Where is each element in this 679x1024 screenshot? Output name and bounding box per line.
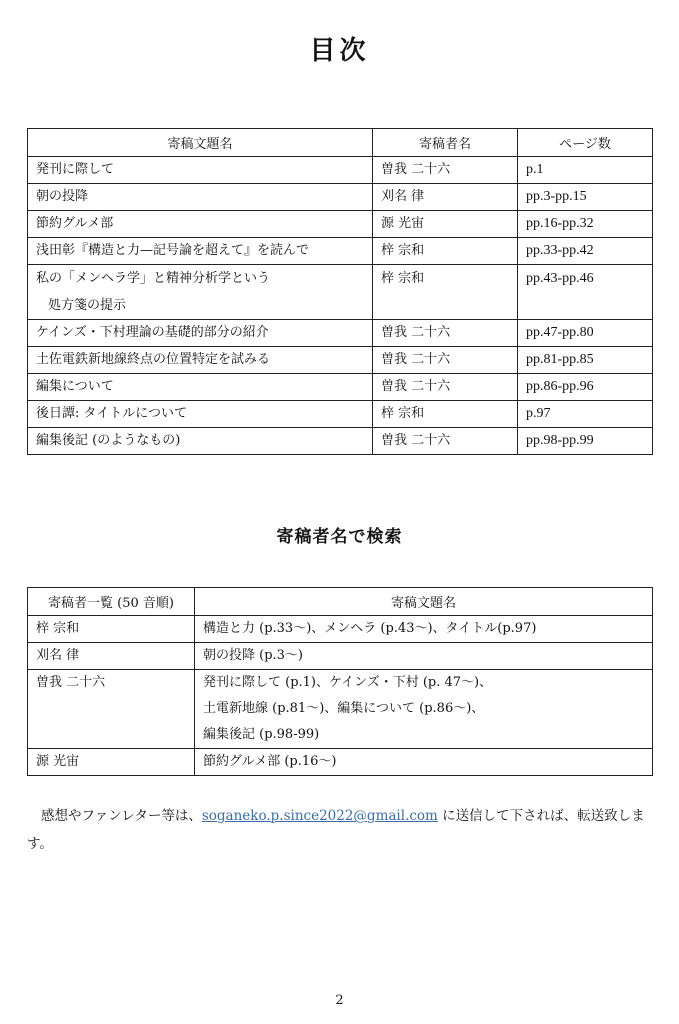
toc-title — [28, 265, 373, 320]
author-works — [195, 616, 653, 643]
toc-author: 曽我 二十六 — [373, 320, 518, 347]
author-name: 梓 宗和 — [28, 616, 195, 643]
table-row — [28, 320, 653, 347]
table-row — [28, 616, 653, 643]
table-row — [28, 265, 653, 320]
author-works-line: 土電新地線 (p.81～)、編集について (p.86～)、 — [203, 701, 485, 716]
email-link[interactable]: soganeko.p.since2022@gmail.com — [201, 808, 438, 824]
toc-pages: pp.43-pp.46 — [518, 265, 653, 320]
contact-note — [27, 802, 655, 858]
toc-title: 浅田彰『構造と力—記号論を超えて』を読んで — [28, 238, 373, 265]
author-works — [195, 670, 653, 749]
toc-pages: pp.98-pp.99 — [518, 428, 653, 455]
authors-header-works: 寄稿文題名 — [195, 588, 653, 616]
toc-title: 発刊に際して — [28, 157, 373, 184]
toc-table — [27, 128, 653, 455]
toc-pages: pp.86-pp.96 — [518, 374, 653, 401]
toc-header-pages: ページ数 — [518, 129, 653, 157]
author-works — [195, 749, 653, 776]
author-name: 曽我 二十六 — [28, 670, 195, 749]
table-row — [28, 211, 653, 238]
toc-pages: p.97 — [518, 401, 653, 428]
toc-pages: pp.47-pp.80 — [518, 320, 653, 347]
toc-author: 曽我 二十六 — [373, 374, 518, 401]
toc-pages: pp.81-pp.85 — [518, 347, 653, 374]
toc-title: 編集について — [28, 374, 373, 401]
toc-title-line1: 私の「メンヘラ学」と精神分析学という — [36, 271, 271, 286]
toc-author: 刈名 律 — [373, 184, 518, 211]
toc-author: 源 光宙 — [373, 211, 518, 238]
page-number: 2 — [335, 993, 344, 1008]
toc-title: 朝の投降 — [28, 184, 373, 211]
toc-author: 曽我 二十六 — [373, 347, 518, 374]
authors-table — [27, 587, 653, 776]
author-works-line: 発刊に際して (p.1)、ケインズ・下村 (p. 47～)、 — [203, 675, 493, 690]
toc-title: 編集後記 (のようなもの) — [28, 428, 373, 455]
toc-pages: p.1 — [518, 157, 653, 184]
toc-author: 曽我 二十六 — [373, 157, 518, 184]
toc-header-author: 寄稿者名 — [373, 129, 518, 157]
author-name: 源 光宙 — [28, 749, 195, 776]
toc-author: 梓 宗和 — [373, 238, 518, 265]
table-row — [28, 238, 653, 265]
toc-pages: pp.33-pp.42 — [518, 238, 653, 265]
toc-header-title: 寄稿文題名 — [28, 129, 373, 157]
toc-author: 梓 宗和 — [373, 401, 518, 428]
author-works — [195, 643, 653, 670]
toc-title: 土佐電鉄新地線終点の位置特定を試みる — [28, 347, 373, 374]
authors-header-row — [28, 588, 653, 616]
author-name: 刈名 律 — [28, 643, 195, 670]
table-row — [28, 374, 653, 401]
table-row — [28, 749, 653, 776]
table-row — [28, 184, 653, 211]
toc-header-row — [28, 129, 653, 157]
author-works-line: 編集後記 (p.98-99) — [203, 727, 320, 742]
toc-pages: pp.16-pp.32 — [518, 211, 653, 238]
author-works-line: 構造と力 (p.33～)、メンヘラ (p.43～)、タイトル(p.97) — [203, 621, 537, 636]
toc-author: 曽我 二十六 — [373, 428, 518, 455]
authors-header-name: 寄稿者一覧 (50 音順) — [28, 588, 195, 616]
author-works-line: 節約グルメ部 (p.16～) — [203, 754, 337, 769]
section-title: 寄稿者名で検索 — [276, 527, 403, 547]
note-text-before: 感想やファンレター等は、 — [41, 808, 202, 824]
toc-pages: pp.3-pp.15 — [518, 184, 653, 211]
toc-title: ケインズ・下村理論の基礎的部分の紹介 — [28, 320, 373, 347]
table-row — [28, 157, 653, 184]
toc-title: 節約グルメ部 — [28, 211, 373, 238]
toc-title: 後日譚: タイトルについて — [28, 401, 373, 428]
table-row — [28, 428, 653, 455]
note-text-after: に送信して下されば、転送致します。 — [27, 808, 645, 852]
table-row — [28, 347, 653, 374]
table-row — [28, 643, 653, 670]
table-row — [28, 670, 653, 749]
toc-author: 梓 宗和 — [373, 265, 518, 320]
table-row — [28, 401, 653, 428]
author-works-line: 朝の投降 (p.3～) — [203, 648, 304, 663]
page-title: 目次 — [309, 36, 370, 66]
toc-title-line2: 処方箋の提示 — [48, 298, 127, 313]
